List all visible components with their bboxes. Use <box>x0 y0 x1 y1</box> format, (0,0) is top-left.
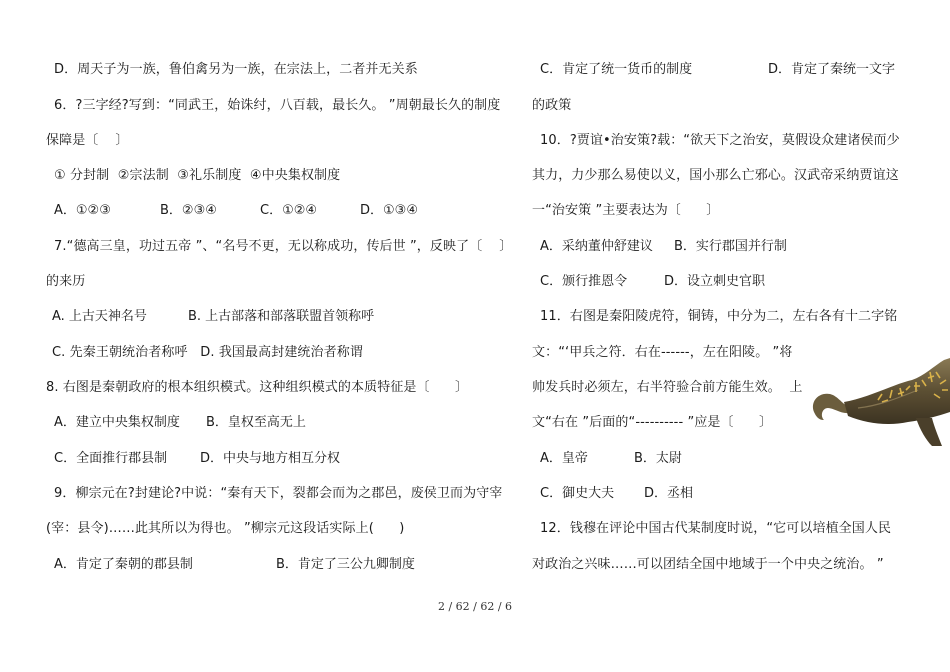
q8-option-b: B．皇权至高无上 <box>206 415 306 430</box>
q9-option-d: D．肯定了秦统一文字 <box>768 62 896 77</box>
q5-option-d: D．周天子为一族，鲁伯禽另为一族，在宗法上，二者并无关系 <box>54 62 418 77</box>
q8-option-c: C．全面推行郡县制 <box>54 451 168 466</box>
q10-stem-line1: 10．?贾谊•治安策?载：“欲天下之治安，莫假设众建诸侯而少 <box>540 133 900 148</box>
q9-option-c: C．肯定了统一货币的制度 <box>540 62 693 77</box>
q11-stem-line2: 文：“‘甲兵之符．右在------，左在阳陵。 ”将 <box>532 345 793 360</box>
q9-option-b: B．肯定了三公九卿制度 <box>276 557 415 572</box>
q10-option-d: D．设立刺史官职 <box>664 274 766 289</box>
q6-stem-line2: 保障是〔 〕 <box>46 133 129 148</box>
q11-option-b: B．太尉 <box>634 451 682 466</box>
q12-stem-line1: 12．钱穆在评论中国古代某制度时说，“它可以培植全国人民 <box>540 521 892 536</box>
q10-stem-line2: 其力，力少那么易使以义，国小那么亡邪心。汉武帝采纳贾谊这 <box>532 168 899 183</box>
q9-option-a: A．肯定了秦朝的郡县制 <box>54 557 193 572</box>
q11-stem-line3: 帅发兵时必须左，右半符验合前方能生效。 上 <box>532 380 803 395</box>
q8-stem: 8. 右图是秦朝政府的根本组织模式。这种组织模式的本质特征是〔 〕 <box>46 380 469 395</box>
q7-stem-line1: 7.“德高三皇，功过五帝 ”、“名号不更，无以称成功，传后世 ”，反映了〔 〕 <box>54 239 513 254</box>
q6-stem-line1: 6．?三字经?写到：“同武王，始诛纣，八百载，最长久。 ”周朝最长久的制度 <box>54 98 501 113</box>
page-footer: 2 / 62 / 62 / 6 <box>437 600 513 613</box>
q9-stem-line1: 9．柳宗元在?封建论?中说：“秦有天下，裂都会而为之郡邑，废侯卫而为守宰 <box>54 486 503 501</box>
tiger-tally-image <box>808 350 950 450</box>
q9-option-d-cont: 的政策 <box>532 98 572 113</box>
q6-option-d: D．①③④ <box>360 203 418 218</box>
tiger-body <box>844 358 950 424</box>
q9-stem-line2: (宰：县令)……此其所以为得也。 ”柳宗元这段话实际上( ) <box>46 521 405 536</box>
q7-option-b: B. 上古部落和部落联盟首领称呼 <box>188 309 375 324</box>
q6-option-a: A．①②③ <box>54 203 111 218</box>
q11-option-a: A．皇帝 <box>540 451 588 466</box>
q11-option-d: D．丞相 <box>644 486 694 501</box>
q10-option-b: B．实行郡国并行制 <box>674 239 787 254</box>
q11-stem-line1: 11．右图是秦阳陵虎符，铜铸，中分为二，左右各有十二字铭 <box>540 309 898 324</box>
q11-stem-line4: 文“右在 ”后面的“---------- ”应是〔 〕 <box>532 415 773 430</box>
q10-option-a: A．采纳董仲舒建议 <box>540 239 653 254</box>
q11-option-c: C．御史大夫 <box>540 486 615 501</box>
q10-stem-line3: 一“治安策 ”主要表达为〔 〕 <box>532 203 720 218</box>
q6-option-b: B．②③④ <box>160 203 217 218</box>
tiger-leg <box>916 418 942 446</box>
q7-stem-line2: 的来历 <box>46 274 86 289</box>
q8-option-d: D．中央与地方相互分权 <box>200 451 341 466</box>
q12-stem-line2: 对政治之兴味……可以团结全国中地域于一个中央之统治。 ” <box>532 557 884 572</box>
q8-option-a: A．建立中央集权制度 <box>54 415 180 430</box>
q6-items: ① 分封制 ②宗法制 ③礼乐制度 ④中央集权制度 <box>54 168 341 183</box>
q7-option-cd: C. 先秦王朝统治者称呼 D. 我国最高封建统治者称谓 <box>52 345 363 360</box>
q7-option-a: A. 上古天神名号 <box>52 309 147 324</box>
q6-option-c: C．①②④ <box>260 203 318 218</box>
q10-option-c: C．颁行推恩令 <box>540 274 628 289</box>
